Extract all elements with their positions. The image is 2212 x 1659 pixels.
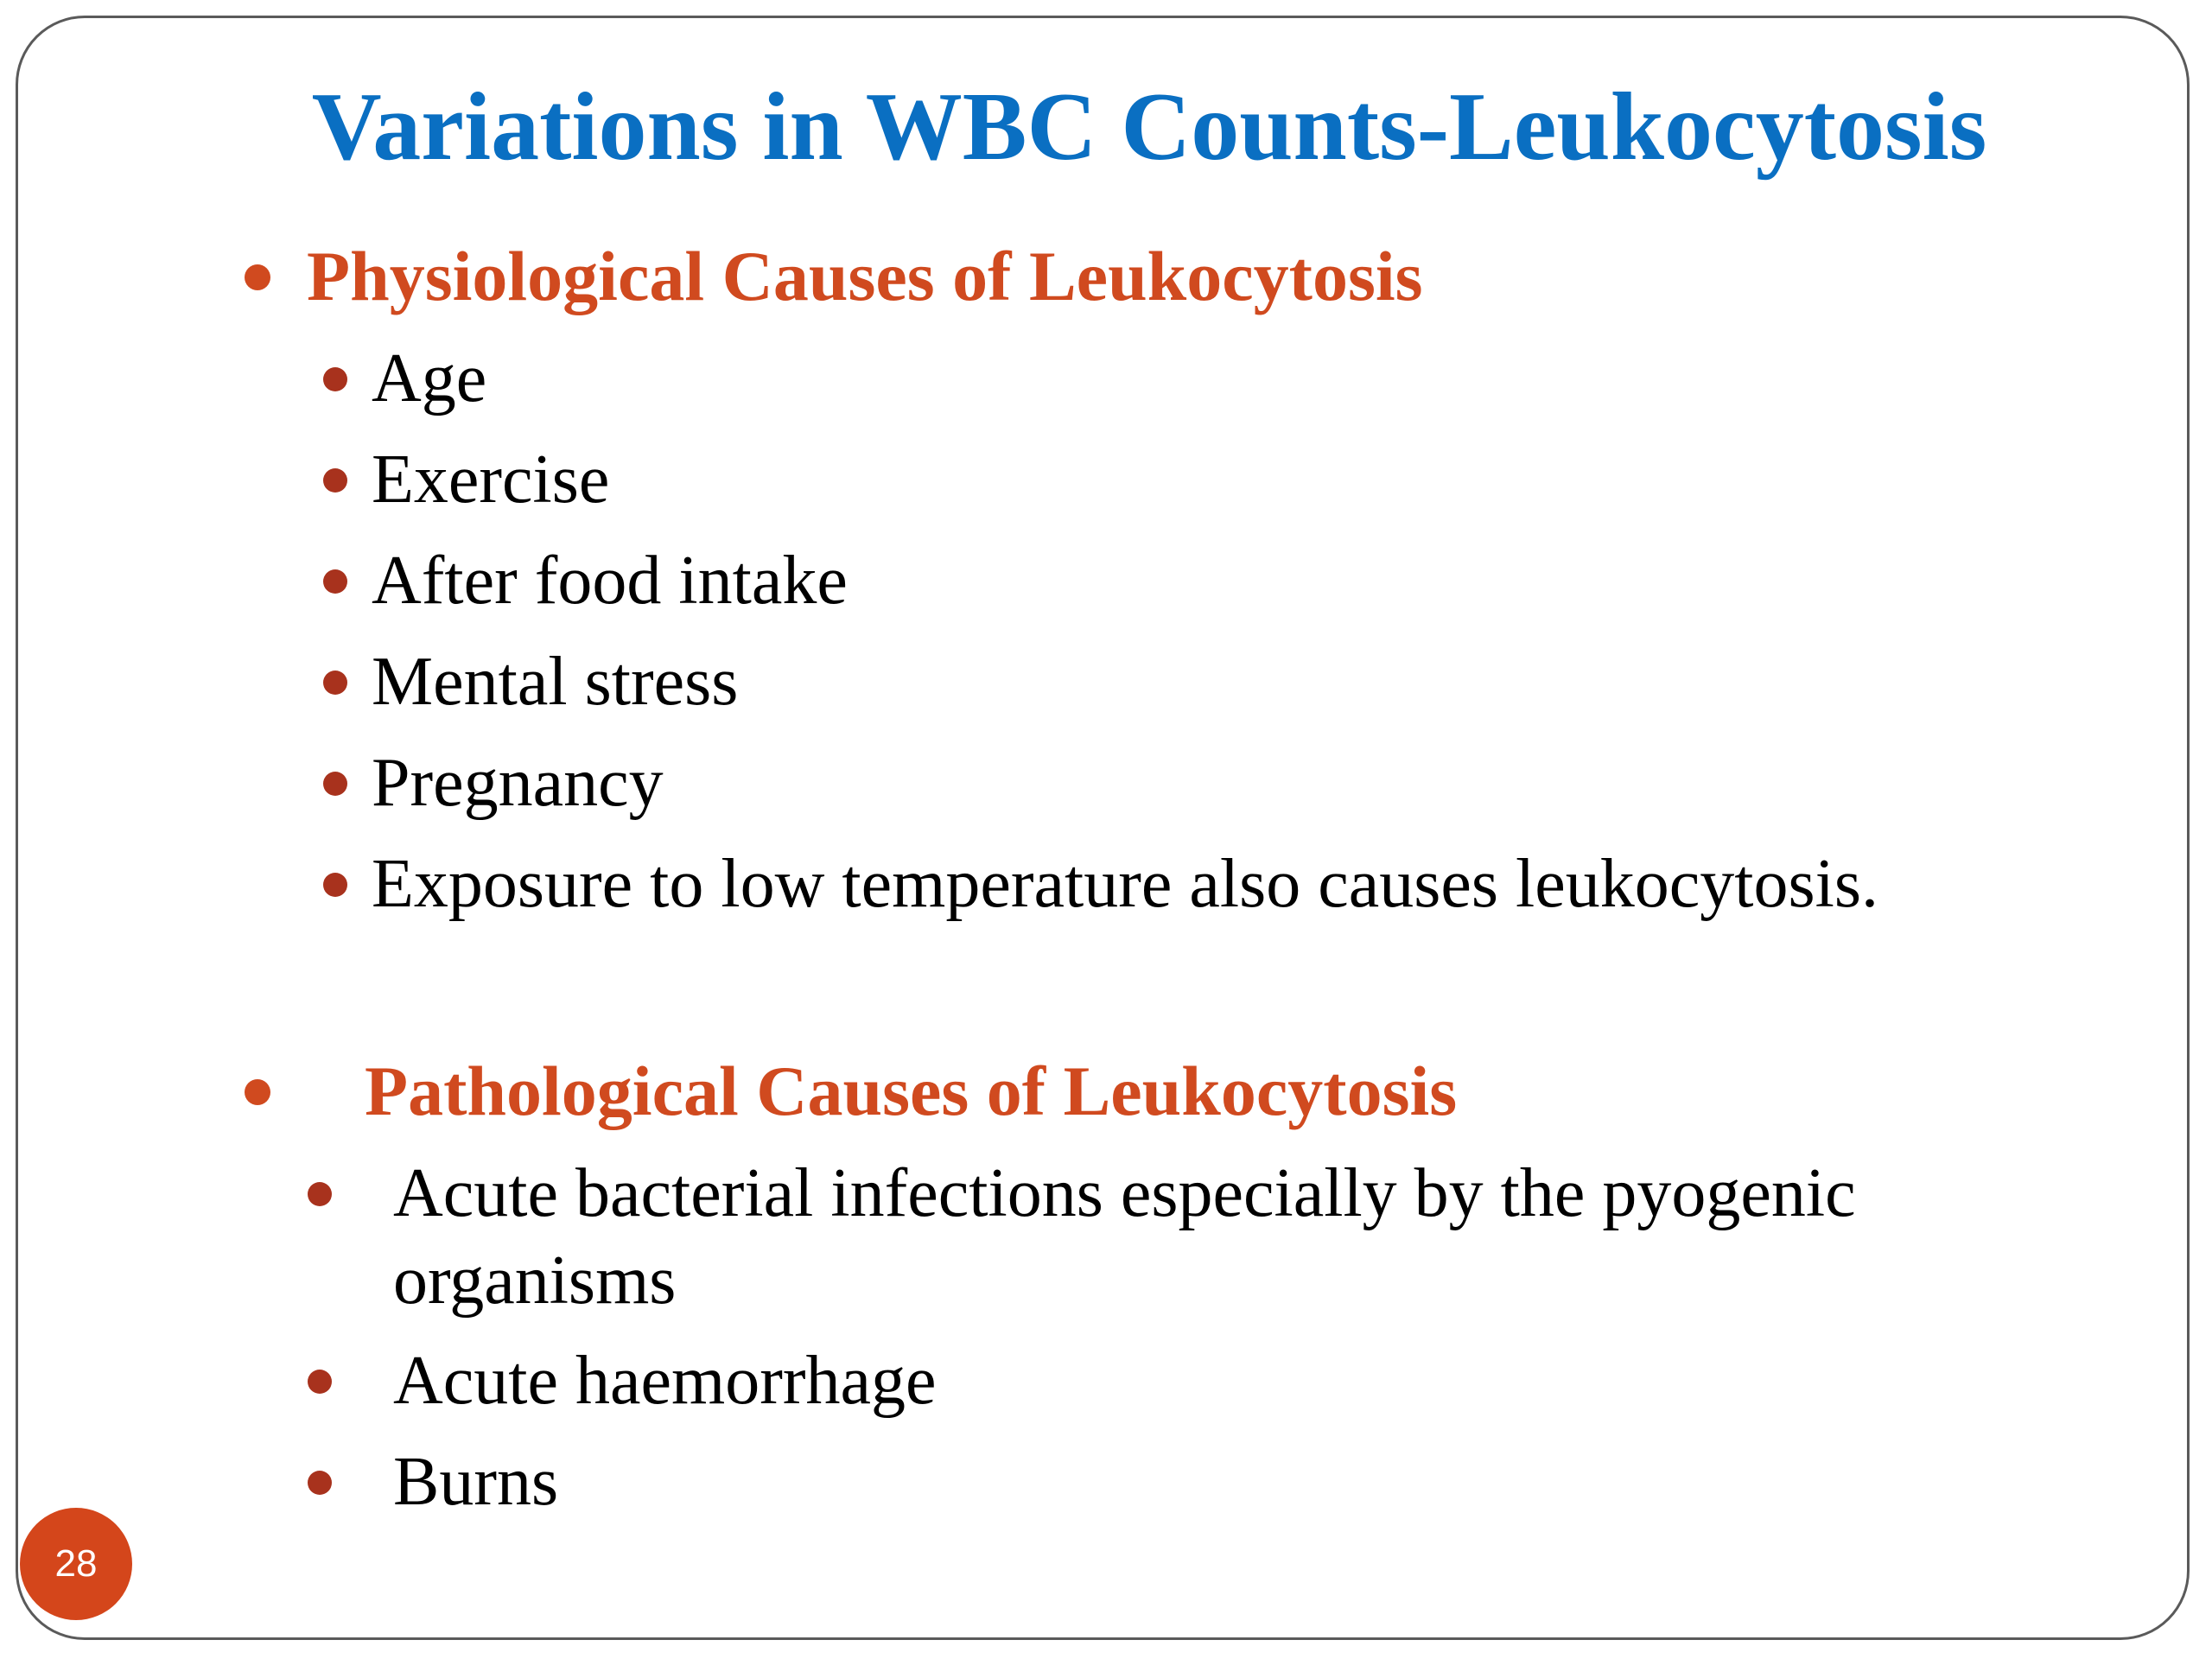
bullet-icon [323,367,347,391]
list-item: Mental stress [372,644,739,720]
list-item: Exposure to low temperature also causes leukocytosis. [372,846,1878,922]
bullet-icon [323,772,347,796]
list-item: After food intake [372,543,848,619]
bullet-icon [245,1079,270,1105]
page-number-badge: 28 [20,1508,132,1620]
list-item-continuation: organisms [393,1243,677,1319]
list-item: Exercise [372,442,610,518]
list-item: Age [372,340,487,416]
bullet-icon [308,1370,332,1394]
bullet-icon [308,1471,332,1495]
list-item: Pregnancy [372,745,664,821]
list-item: Acute haemorrhage [393,1343,937,1419]
slide-title: Variations in WBC Counts-Leukocytosis [311,73,1987,181]
bullet-icon [308,1182,332,1206]
bullet-icon [323,569,347,594]
bullet-icon [323,873,347,897]
section-heading-physiological: Physiological Causes of Leukocytosis [307,237,1423,315]
bullet-icon [323,671,347,695]
section-heading-pathological: Pathological Causes of Leukocytosis [365,1052,1458,1130]
list-item: Burns [393,1444,559,1520]
bullet-icon [323,468,347,493]
list-item: Acute bacterial infections especially by the pyogenic [393,1155,1856,1231]
bullet-icon [245,264,270,290]
